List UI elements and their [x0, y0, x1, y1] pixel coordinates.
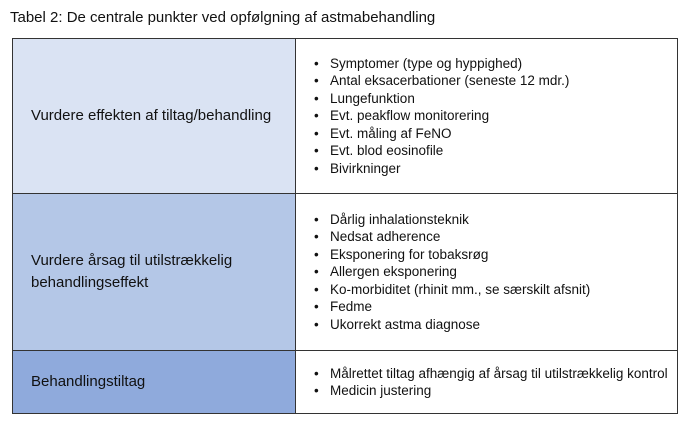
list-item: • Allergen eksponering	[312, 263, 677, 281]
row-label-cause	[13, 194, 296, 351]
table-row	[13, 194, 678, 351]
list-item: • Bivirkninger	[312, 160, 677, 178]
list-item: • Antal eksacerbationer (seneste 12 mdr.)	[312, 72, 677, 90]
row-label-effect: Vurdere effekten af tiltag/behandling	[13, 39, 296, 194]
list-item: • Medicin justering	[312, 382, 677, 400]
list-item: • Evt. blod eosinofile	[312, 142, 677, 160]
row-label-action: Behandlingstiltag	[13, 351, 296, 414]
bullet-list	[312, 55, 677, 178]
table-row	[13, 351, 678, 414]
row-items-action	[296, 351, 678, 414]
list-item: • Evt. peakflow monitorering	[312, 107, 677, 125]
list-item: • Nedsat adherence	[312, 228, 677, 246]
bullet-list	[312, 365, 677, 400]
list-item: • Evt. måling af FeNO	[312, 125, 677, 143]
followup-table	[12, 38, 678, 414]
row-label-cause-line2: behandlingseffekt	[31, 274, 149, 291]
list-item: • Ukorrekt astma diagnose	[312, 316, 677, 334]
list-item: • Eksponering for tobaksrøg	[312, 246, 677, 264]
list-item: • Fedme	[312, 298, 677, 316]
list-item: • Ko-morbiditet (rhinit mm., se særskilt afsnit)	[312, 281, 677, 299]
row-items-cause	[296, 194, 678, 351]
list-item: • Symptomer (type og hyppighed)	[312, 55, 677, 73]
list-item: • Dårlig inhalationsteknik	[312, 211, 677, 229]
row-label-cause-line1: Vurdere årsag til utilstrækkelig	[31, 252, 233, 269]
table-caption: Tabel 2: De centrale punkter ved opfølgning af astmabehandling	[10, 9, 436, 26]
table-row	[13, 39, 678, 194]
row-items-effect	[296, 39, 678, 194]
list-item: • Målrettet tiltag afhængig af årsag til utilstrækkelig kontrol	[312, 365, 677, 383]
bullet-list	[312, 211, 677, 334]
list-item: • Lungefunktion	[312, 90, 677, 108]
